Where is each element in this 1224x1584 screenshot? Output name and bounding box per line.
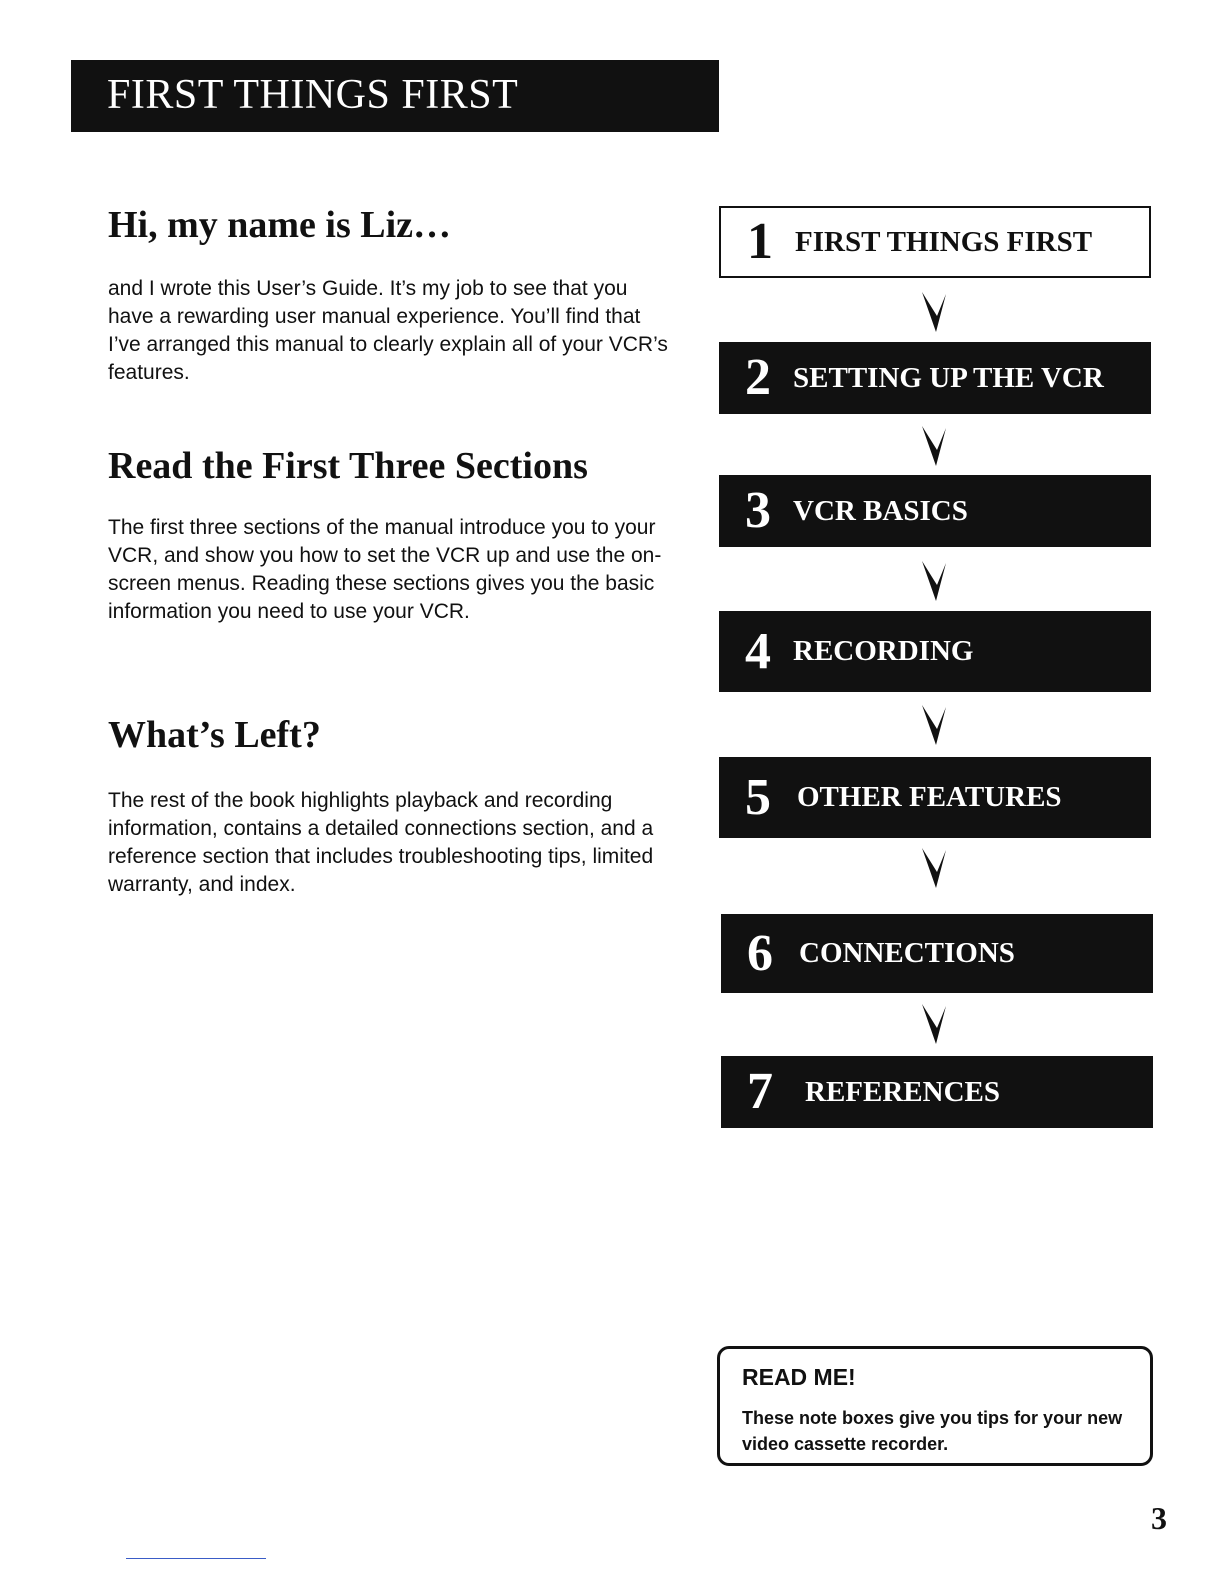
flow-step-number: 1 <box>747 213 773 270</box>
read-me-note-box <box>717 1346 1153 1466</box>
flow-step-label: CONNECTIONS <box>799 937 1015 969</box>
flow-step-number: 5 <box>745 768 771 826</box>
whats-left-section <box>108 715 668 899</box>
intro-section <box>108 205 668 387</box>
read-first-sections-section <box>108 446 668 626</box>
flow-step-references <box>721 1056 1153 1128</box>
note-title: READ ME! <box>742 1364 856 1390</box>
read-first-sections-heading: Read the First Three Sections <box>108 445 588 487</box>
flow-step-label: VCR BASICS <box>793 494 968 527</box>
flow-step-number: 6 <box>747 924 773 982</box>
flow-step-label: RECORDING <box>793 635 974 667</box>
flow-step-label: REFERENCES <box>805 1075 1000 1108</box>
note-text: These note boxes give you tips for your new video cassette recorder. <box>742 1408 1123 1454</box>
flow-step-number: 4 <box>745 622 771 680</box>
flow-step-label: OTHER FEATURES <box>797 781 1062 813</box>
flow-step-label: FIRST THINGS FIRST <box>795 225 1093 258</box>
flow-step-connections <box>721 914 1153 993</box>
down-arrow-icon <box>920 559 948 603</box>
footer-rule <box>126 1558 266 1559</box>
flow-step-number: 2 <box>745 349 771 406</box>
down-arrow-icon <box>920 424 948 468</box>
flow-step-number: 3 <box>745 482 771 539</box>
flow-step-other-features <box>719 757 1151 838</box>
down-arrow-icon <box>920 846 948 890</box>
read-first-sections-body: The first three sections of the manual introduce you to your VCR, and show you how to set the VCR up and use the on-screen menus. Reading these sections gives you the basic information you need to use your VCR. <box>108 515 662 623</box>
flow-step-label: SETTING UP THE VCR <box>793 361 1104 394</box>
flow-step-first-things-first <box>719 206 1151 278</box>
intro-body: and I wrote this User’s Guide. It’s my job to see that you have a rewarding user manual experience. You’ll find that I’ve arranged this manual to clearly explain all of your VCR’s features. <box>108 276 668 384</box>
intro-heading: Hi, my name is Liz… <box>108 204 452 246</box>
down-arrow-icon <box>920 1002 948 1046</box>
whats-left-heading: What’s Left? <box>108 714 321 756</box>
down-arrow-icon <box>920 703 948 747</box>
section-header-bar <box>71 60 719 132</box>
flow-step-vcr-basics <box>719 475 1151 547</box>
down-arrow-icon <box>920 290 948 334</box>
flow-step-number: 7 <box>747 1063 773 1120</box>
page-number: 3 <box>1151 1500 1167 1536</box>
whats-left-body: The rest of the book highlights playback and recording information, contains a detailed connections section, and a reference section that includes troubleshooting tips, limited warranty, and index. <box>108 788 654 896</box>
flow-step-recording <box>719 611 1151 692</box>
flow-step-setting-up-the-vcr <box>719 342 1151 414</box>
section-header-title: FIRST THINGS FIRST <box>107 72 519 118</box>
